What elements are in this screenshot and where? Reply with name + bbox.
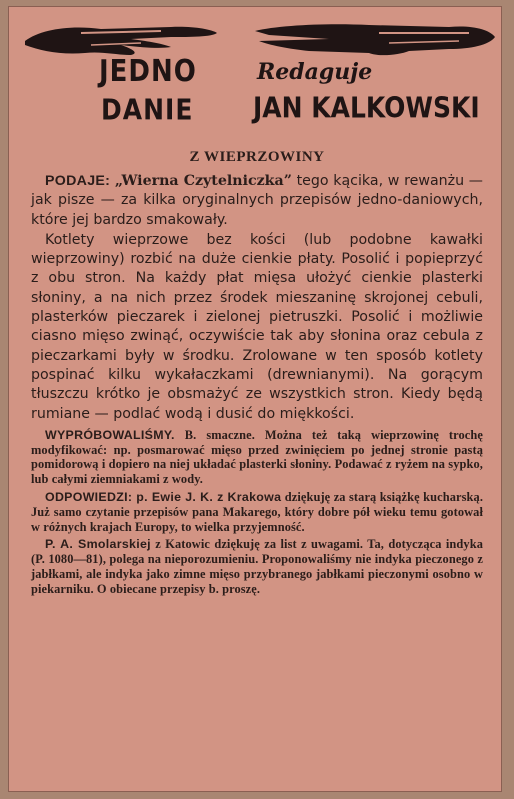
- editor-notes: [31, 428, 483, 597]
- letter-text: z Katowic dziękuję za list z uwagami. Ta, dotycząca indyka (P. 1080—81), polega na nieporozumieniu. Proponowaliśmy nie indyka pieczonego z jabłkami, ale indyka jako zimne mięso przybranego jabłkami pieczonymi osobno w piekarniku. O obiecane przepisy b. proszę.: [31, 537, 483, 596]
- column-title-line1: JEDNO: [99, 54, 197, 90]
- letter-paragraph: [31, 537, 483, 596]
- answers-paragraph: [31, 490, 483, 534]
- editor-name: JAN KALKOWSKI: [253, 90, 480, 125]
- answers-name: p. Ewie J. K. z Krakowa: [132, 490, 282, 505]
- tested-text: B. smaczne. Można też taką wieprzowinę trochę modyfikować: np. posmarować mięso przed zwinięciem po jednej stronie pastą pomidorową i dopiero na niej układać plasterki słoniny. Podawać z ryżem na sypko, lub całymi ziemniakami z wody.: [31, 427, 483, 487]
- pointing-hand-right-icon: [249, 15, 499, 61]
- tested-paragraph: [31, 428, 483, 487]
- column-title-line2: DANIE: [101, 92, 194, 127]
- answers-text: dziękuję za starą książkę kucharską. Już samo czytanie przepisów pana Makarego, który dobre pół wieku temu gotował w różnych krajach Europy, to wielka przyjemność.: [31, 490, 484, 534]
- recipe-paragraph: Kotlety wieprzowe bez kości (lub podobne kawałki wieprzowiny) rozbić na duże cienkie płaty. Posolić i popieprzyć z obu stron. Na każdy płat mięsa ułożyć cienkie plasterki słoniny, a na nich przez środek mieszaninę skrojonej cebuli, plasterków pieczarek i zielonej pietruszki. Posolić i możliwie ciasno mięso zwinąć, oczywiście tak aby słonina oraz cebula z pieczarkami były w środku. Zrolowane w ten sposób kotlety pospinać kilku wykałaczkami (drewnianymi). Na gorącym tłuszczu krótko je obsmażyć ze wszystkich stron. Kiedy będą rumiane — podlać wodą i dusić do miękkości.: [31, 231, 483, 422]
- intro-lead: PODAJE:: [45, 173, 111, 189]
- intro-paragraph: [31, 172, 483, 230]
- tested-lead: WYPRÓBOWALIŚMY.: [45, 427, 175, 442]
- answers-lead: ODPOWIEDZI:: [45, 490, 133, 505]
- editor-label: Redaguje: [257, 59, 373, 85]
- recipe-text: [31, 172, 483, 424]
- article-body: [31, 149, 483, 597]
- column-header: [9, 7, 502, 135]
- letter-name: P. A. Smolarskiej: [45, 537, 151, 552]
- recipe-column: [8, 6, 502, 792]
- intro-author: „Wierna Czytelniczka”: [114, 173, 292, 189]
- intro-text: tego kącika, w rewanżu — jak pisze — za kilka oryginalnych przepisów jedno-daniowych, które jej bardzo smakowały.: [31, 173, 483, 228]
- section-title: Z WIEPRZOWINY: [189, 149, 325, 165]
